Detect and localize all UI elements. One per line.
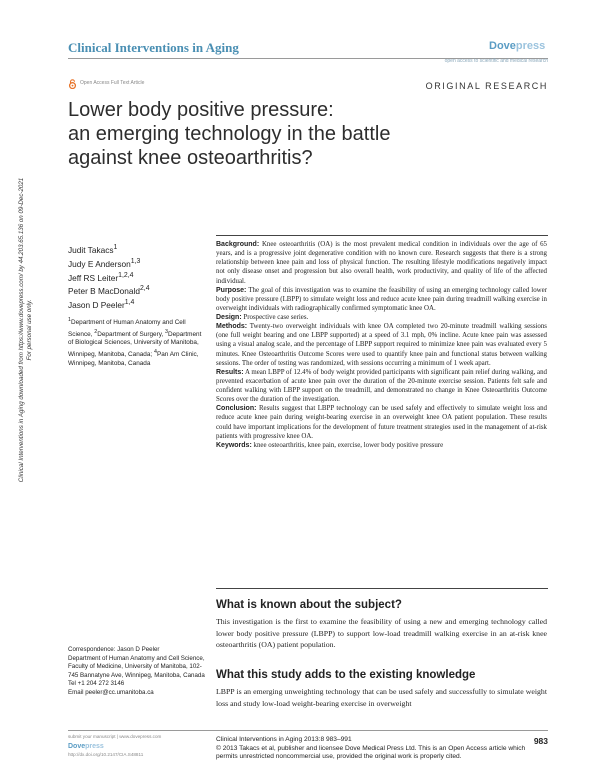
abstract-top-rule xyxy=(216,235,548,236)
author-list xyxy=(68,242,208,311)
footer-publisher-logo: Dovepress xyxy=(68,742,104,750)
affiliations: $^1$Department of Human Anatomy and Cell Science, $^2$Department of Surgery, $^3$Department of Biological Sciences, University of Manitoba, Winnipeg, Manitoba, Canada; $^4$Pan Am Clinic, Winnipeg, Manitoba, Canada xyxy=(68,317,202,367)
side-note-line-1: Clinical Interventions in Aging downloaded from https://www.dovepress.com/ by 44.203.65.136 on 09-Dec-2021 xyxy=(18,177,25,483)
author: Judit Takacs$^1$ xyxy=(68,244,118,255)
title-line-1: Lower body positive pressure: xyxy=(68,99,334,121)
title-line-2: an emerging technology in the battle xyxy=(68,123,391,145)
submit-link[interactable]: submit your manuscript | www.dovepress.com xyxy=(68,734,162,739)
abstract-purpose: Purpose: The goal of this investigation was to examine the feasibility of using an emerging technology called lower body positive pressure (LBPP) to simulate weight loss and reduce acute knee pain during treadmill walking exercise in overweight individuals with radiographically confirmed symptomatic knee OA. xyxy=(216,286,547,312)
open-access-label: Open Access Full Text Article xyxy=(80,80,145,86)
abstract xyxy=(216,240,547,450)
abstract-conclusion: Conclusion: Results suggest that LBPP technology can be used safely and effectively to simulate weight loss and reduce acute knee pain during weight-bearing exercise in an overweight knee OA patient population. These results could have important implications for the development of future treatment strategies used in the management of at-risk patients with progressive knee OA. xyxy=(216,405,547,440)
publisher-logo xyxy=(489,40,545,52)
article-type: ORIGINAL RESEARCH xyxy=(425,81,548,91)
adds-heading: What this study adds to the existing knowledge xyxy=(216,669,476,681)
download-side-note xyxy=(18,140,50,520)
author: Peter B MacDonald$^{2,4}$ xyxy=(68,285,150,297)
author: Jason D Peeler$^{1,4}$ xyxy=(68,299,135,310)
abstract-background: Background: Knee osteoarthritis (OA) is the most prevalent medical condition in individuals over the age of 65 years, and is a progressive joint degenerative condition with no known cure. Research suggests that there is a strong relationship between knee pain and loss of physical function. The resulting lifestyle modifications negatively impact not only disease onset and progression but also overall health, work productivity, and quality of life of the affected individual. xyxy=(216,241,547,285)
open-access-lock-icon xyxy=(68,79,77,89)
correspondence-name: Correspondence: Jason D Peeler xyxy=(68,646,160,653)
author: Judy E Anderson$^{1,3}$ xyxy=(68,257,141,269)
known-body: This investigation is the first to examine the feasibility of using a new and emerging technology called lower body positive pressure (LBPP) to support low-load treadmill walking exercise in an at-risk knee osteoarthritis (OA) patient population. xyxy=(216,617,547,649)
footer-citation-block xyxy=(216,736,526,762)
footer-citation: Clinical Interventions in Aging 2013:8 983–991 xyxy=(216,736,352,743)
doi-link[interactable]: http://dx.doi.org/10.2147/CIA.S48811 xyxy=(68,751,144,757)
abstract-results: Results: A mean LBPP of 12.4% of body weight provided participants with significant pain relief during walking, and prevented exacerbation of acute knee pain over the duration of the 20-minute exercise session. Patients felt safe and confident walking with LBPP support on the treadmill, and demonstrated no change in Knee Osteoarthritis Outcome Scores over the duration of the investigation. xyxy=(216,368,548,404)
author: Jeff RS Leiter$^{1,2,4}$ xyxy=(68,271,134,283)
abstract-methods: Methods: Twenty-two overweight individuals with knee OA completed two 20-minute treadmill walking sessions (one full weight bearing and one LBPP supported) at a speed of 3.1 mph, 0% incline. Acute knee pain was assessed using a visual analog scale, and the percentage of LBPP support required to minimize knee pain was evaluated every 5 minutes. Knee Osteoarthritis Outcome Scores were used to quantify knee pain and functional status between walking sessions. The order of testing was randomized, with sessions occurring a minimum of 1 week apart. xyxy=(216,323,547,367)
footer-copyright: © 2013 Takacs et al, publisher and licensee Dove Medical Press Ltd. This is an Open Access article which permits unrestricted noncommercial use, provided the original work is properly cited. xyxy=(216,744,526,761)
journal-name: Clinical Interventions in Aging xyxy=(68,40,239,55)
footer-divider xyxy=(68,730,548,731)
publisher-suffix: press xyxy=(515,40,546,52)
footer-left xyxy=(68,734,208,758)
correspondence-phone: Tel +1 204 272 3146 xyxy=(68,680,125,687)
page-number: 983 xyxy=(533,736,548,746)
side-note-line-2: For personal use only. xyxy=(26,299,33,361)
abstract-design: Design: Prospective case series. xyxy=(216,314,309,321)
article-title xyxy=(68,98,488,170)
publisher-tagline: open access to scientific and medical research xyxy=(444,58,548,64)
adds-body: LBPP is an emerging unweighting technology that can be used safely and successfully to simulate weight loss and study low-load weight-bearing exercise in overweight xyxy=(216,687,547,708)
correspondence-address: Department of Human Anatomy and Cell Science, Faculty of Medicine, University of Manitoba, 102-745 Bannatyne Ave, Winnipeg, Manitoba, Canada xyxy=(68,654,205,679)
abstract-keywords: Keywords: knee osteoarthritis, knee pain, exercise, lower body positive pressure xyxy=(216,441,444,449)
correspondence-email[interactable]: Email peeler@cc.umanitoba.ca xyxy=(68,688,154,696)
title-line-3: against knee osteoarthritis? xyxy=(68,147,313,169)
publisher-main: Dove xyxy=(489,40,516,52)
abstract-bottom-rule xyxy=(216,588,548,589)
known-heading: What is known about the subject? xyxy=(216,599,402,611)
correspondence xyxy=(68,646,208,697)
